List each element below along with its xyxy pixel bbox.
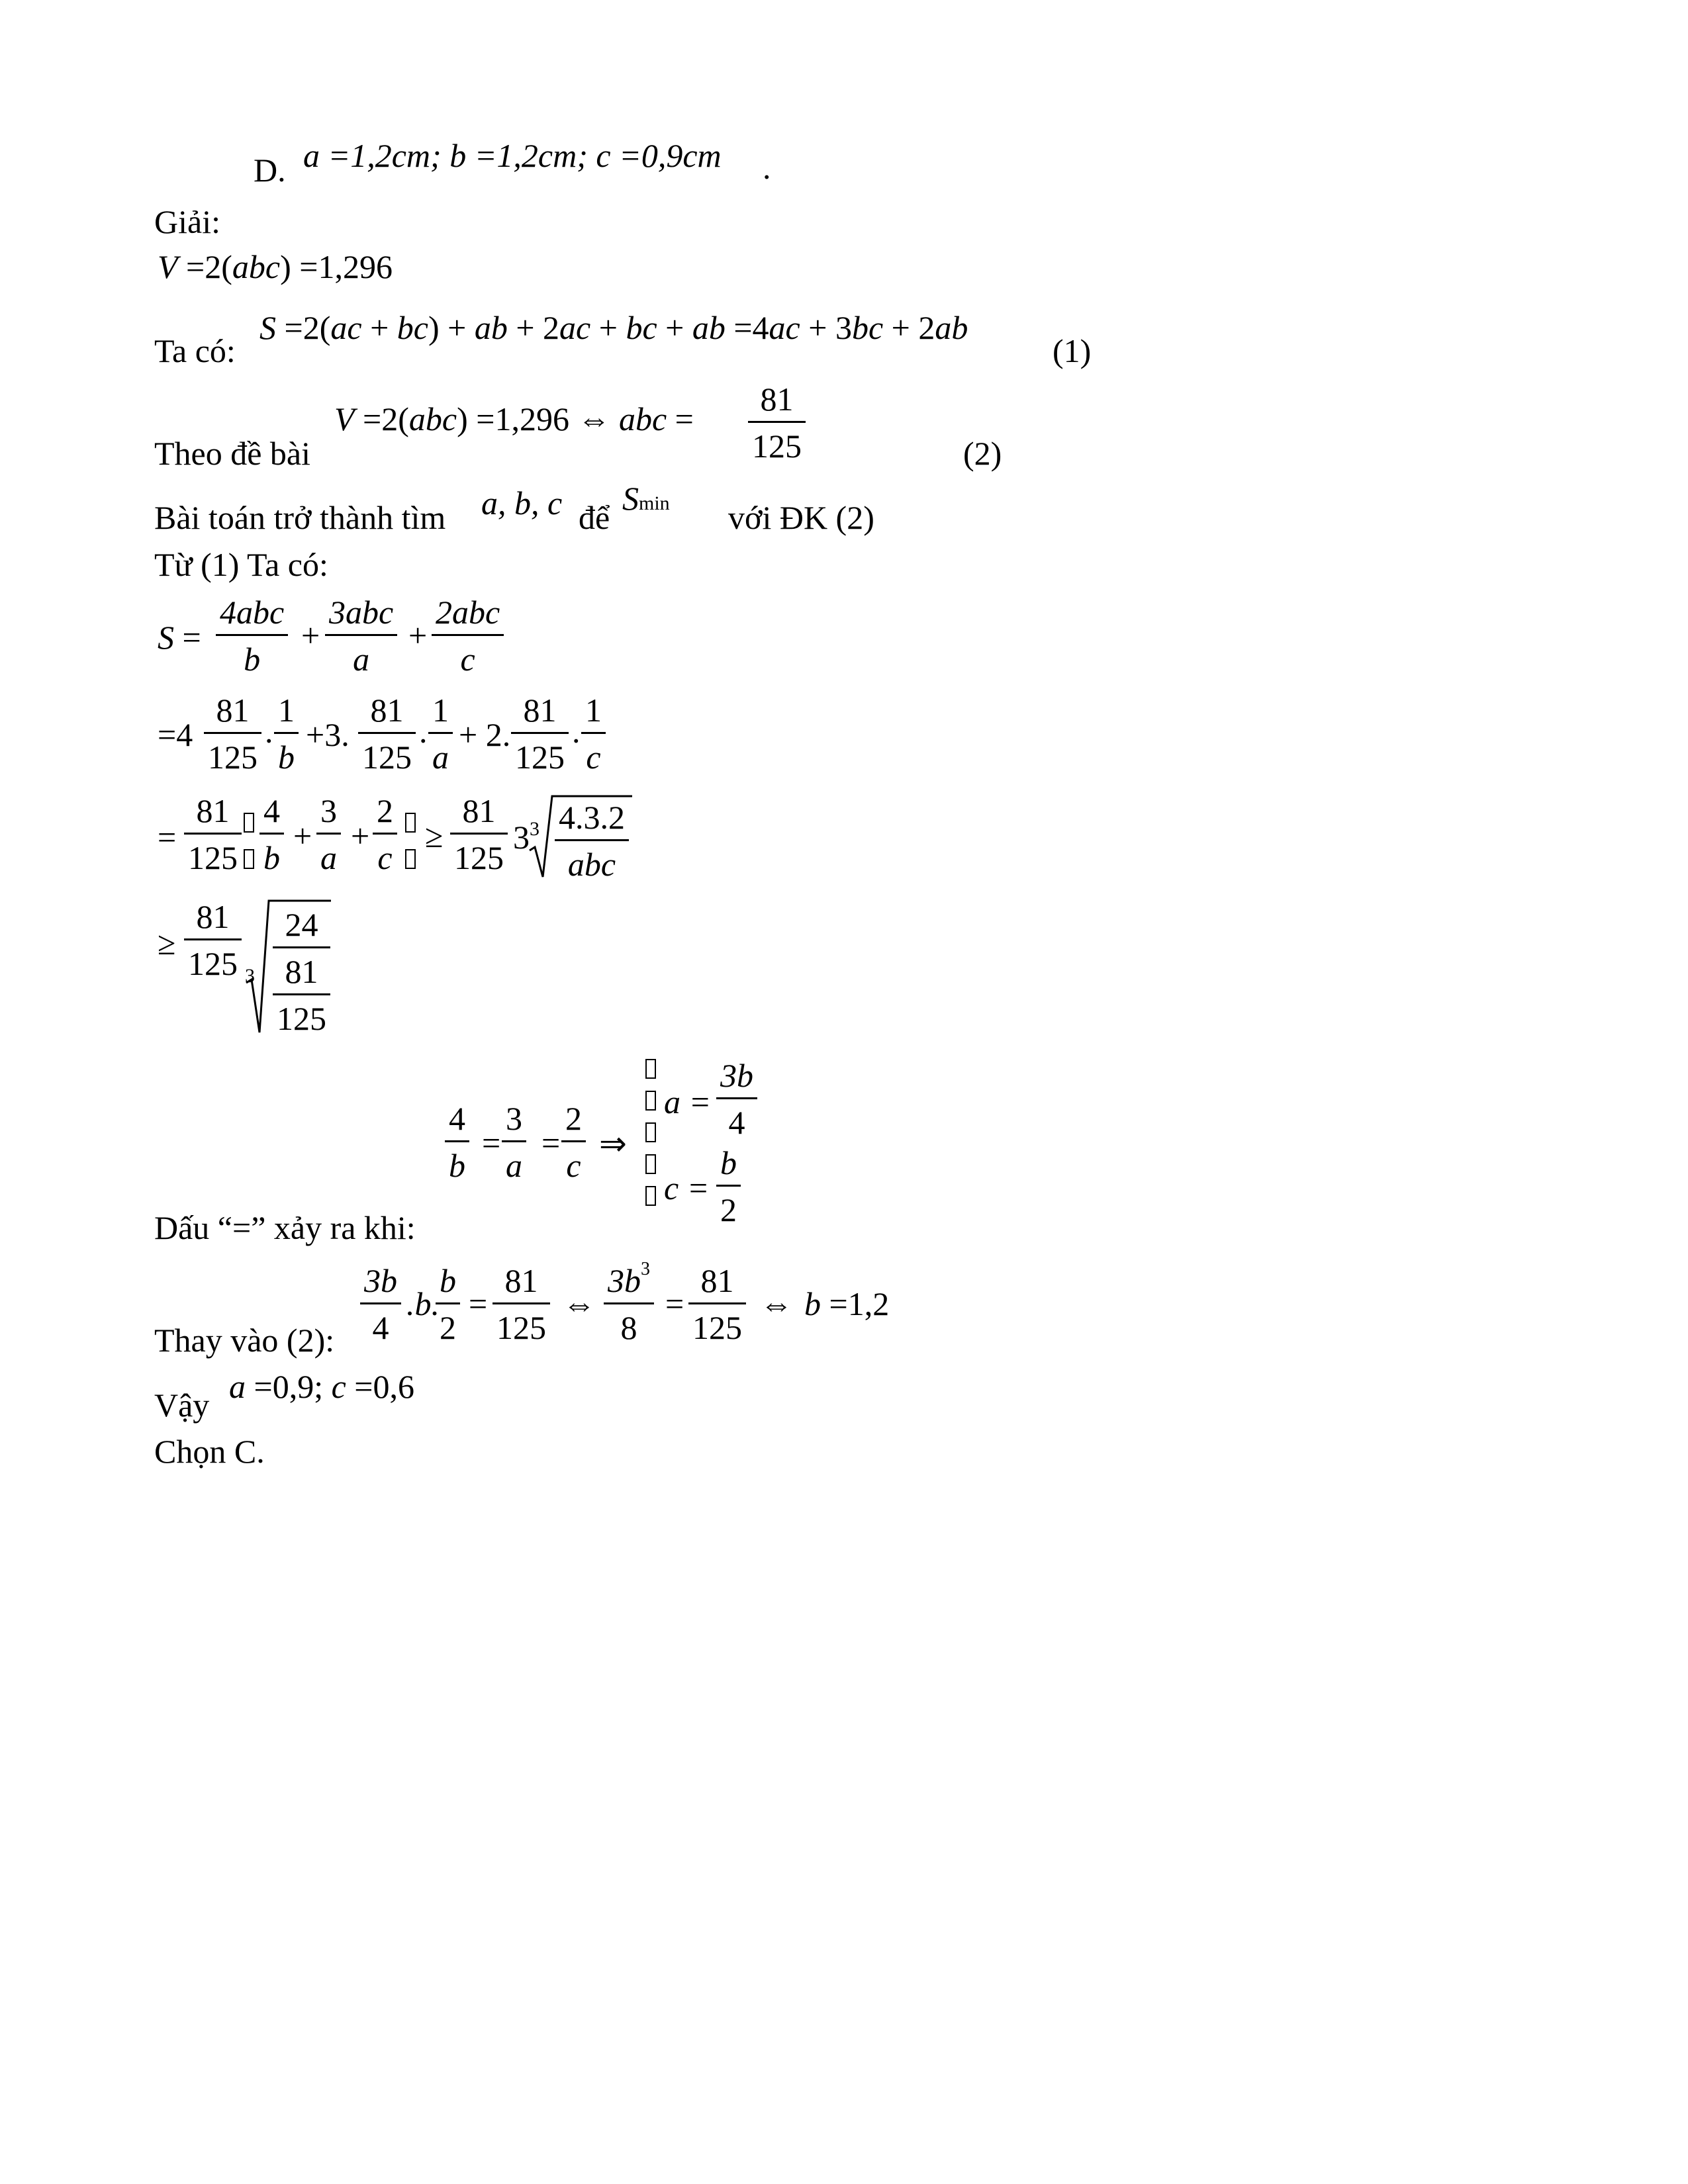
surface-equation: S =2(ac + bc) + ab + 2ac + bc + ab =4ac + 3bc + 2ab (259, 309, 968, 346)
eq3-frac-3-a: 3 a (316, 794, 341, 874)
eq2-frac-81-125-b: 81 125 (358, 694, 416, 774)
eq4-root-content: 24 81 125 (273, 908, 330, 1035)
sub-result: b =1,2 (804, 1285, 890, 1322)
eq2-frac-1-a: 1 a (428, 694, 453, 774)
solution-heading: Giải: (154, 203, 220, 240)
eq3-frac-2-c: 2 c (373, 794, 397, 874)
sub-frac-81-125-b: 81 125 (688, 1264, 746, 1344)
eq1-plus-2: + (408, 617, 428, 654)
sub-equals-2: = (665, 1285, 684, 1322)
tag-1: (1) (1053, 332, 1092, 369)
theo-de-bai-label: Theo đề bài (154, 435, 311, 472)
eq3-root-frac: 4.3.2 abc (555, 801, 629, 881)
eq3-open-bracket (244, 802, 254, 869)
system-brace (645, 1059, 656, 1206)
eq3-root-index: 3 (530, 818, 539, 840)
eq2-frac-81-125-c: 81 125 (511, 694, 569, 774)
conclusion-values: a =0,9; c =0,6 (229, 1368, 414, 1405)
volume-equation: V =2(abc) =1,296 (158, 248, 393, 285)
eq3-frac-81-125: 81 125 (184, 794, 242, 874)
option-d-dot: . (763, 149, 771, 186)
from-1-label: Từ (1) Ta có: (154, 546, 328, 583)
eq5-implies-arrow: ⇒ (599, 1125, 627, 1162)
eq2-dot-1: . (265, 713, 273, 750)
eq1-lhs: S = (158, 619, 201, 656)
eq5-frac-4-b: 4 b (445, 1102, 469, 1182)
conclusion-label: Vậy (154, 1387, 210, 1424)
option-d-values: a =1,2cm; b =1,2cm; c =0,9cm (303, 137, 722, 174)
eq3-coef-3: 3 (513, 819, 530, 856)
eq3-equals: = (158, 819, 177, 856)
eq1-frac-1: 4abc b (216, 596, 288, 676)
sub-iff-1: ⇔ (563, 1285, 596, 1322)
eq3-plus-2: + (351, 817, 370, 854)
eq1-plus-1: + (301, 617, 320, 654)
sub-frac-b-2: b 2 (436, 1264, 460, 1344)
sub-frac-3b-4: 3b 4 (360, 1264, 401, 1344)
tag-2: (2) (963, 435, 1002, 472)
eq3-frac-4-b: 4 b (259, 794, 284, 874)
condition-fraction: 81 125 (748, 383, 806, 463)
sub-iff-2: ⇔ (760, 1285, 793, 1322)
de-word: để (579, 499, 610, 536)
answer-choice: Chọn C. (154, 1433, 265, 1470)
eq3-geq: ≥ (425, 817, 444, 854)
eq3-frac-81-125-b: 81 125 (450, 794, 508, 874)
eq4-root-index: 3 (245, 965, 255, 987)
system-a-frac: 3b 4 (716, 1059, 757, 1139)
eq1-frac-3: 2abc c (432, 596, 504, 676)
eq3-plus-1: + (293, 817, 312, 854)
option-d-label: D. (254, 152, 286, 189)
eq2-coef-2: + 2. (459, 716, 511, 753)
system-a-eq: a = (664, 1083, 712, 1120)
eq2-frac-1-c: 1 c (581, 694, 606, 774)
condition-equation: V =2(abc) =1,296 ⇔ abc = (334, 400, 694, 437)
eq4-frac-81-125: 81 125 (184, 900, 242, 980)
sub-equals-1: = (469, 1285, 488, 1322)
eq4-geq: ≥ (158, 925, 176, 962)
eq2-dot-2: . (419, 713, 428, 750)
problem-restated: Bài toán trở thành tìm (154, 499, 446, 536)
eq5-equals-2: = (541, 1124, 561, 1161)
sub-b-dot: .b. (406, 1285, 440, 1322)
eq2-dot-3: . (572, 713, 581, 750)
with-condition: với ĐK (2) (728, 499, 874, 536)
eq5-frac-2-c: 2 c (561, 1102, 586, 1182)
sub-frac-81-125-a: 81 125 (492, 1264, 550, 1344)
equality-label: Dấu “=” xảy ra khi: (154, 1209, 416, 1246)
eq2-coef-3: +3. (306, 716, 350, 753)
eq1-frac-2: 3abc a (325, 596, 397, 676)
eq5-equals-1: = (482, 1124, 501, 1161)
s-min: Smin (622, 480, 670, 517)
system-c-eq: c = (664, 1169, 710, 1206)
eq5-frac-3-a: 3 a (502, 1102, 526, 1182)
eq2-coef-4: =4 (158, 716, 193, 753)
system-c-frac: b 2 (716, 1146, 741, 1226)
eq2-frac-81-125-a: 81 125 (204, 694, 261, 774)
eq2-frac-1-b: 1 b (274, 694, 299, 774)
ta-co-label: Ta có: (154, 332, 236, 369)
substitute-label: Thay vào (2): (154, 1322, 335, 1359)
variables-abc: a, b, c (481, 484, 563, 522)
sub-frac-3b3-8: $3b^3$ 8 (604, 1264, 654, 1344)
eq3-close-bracket (405, 802, 416, 869)
